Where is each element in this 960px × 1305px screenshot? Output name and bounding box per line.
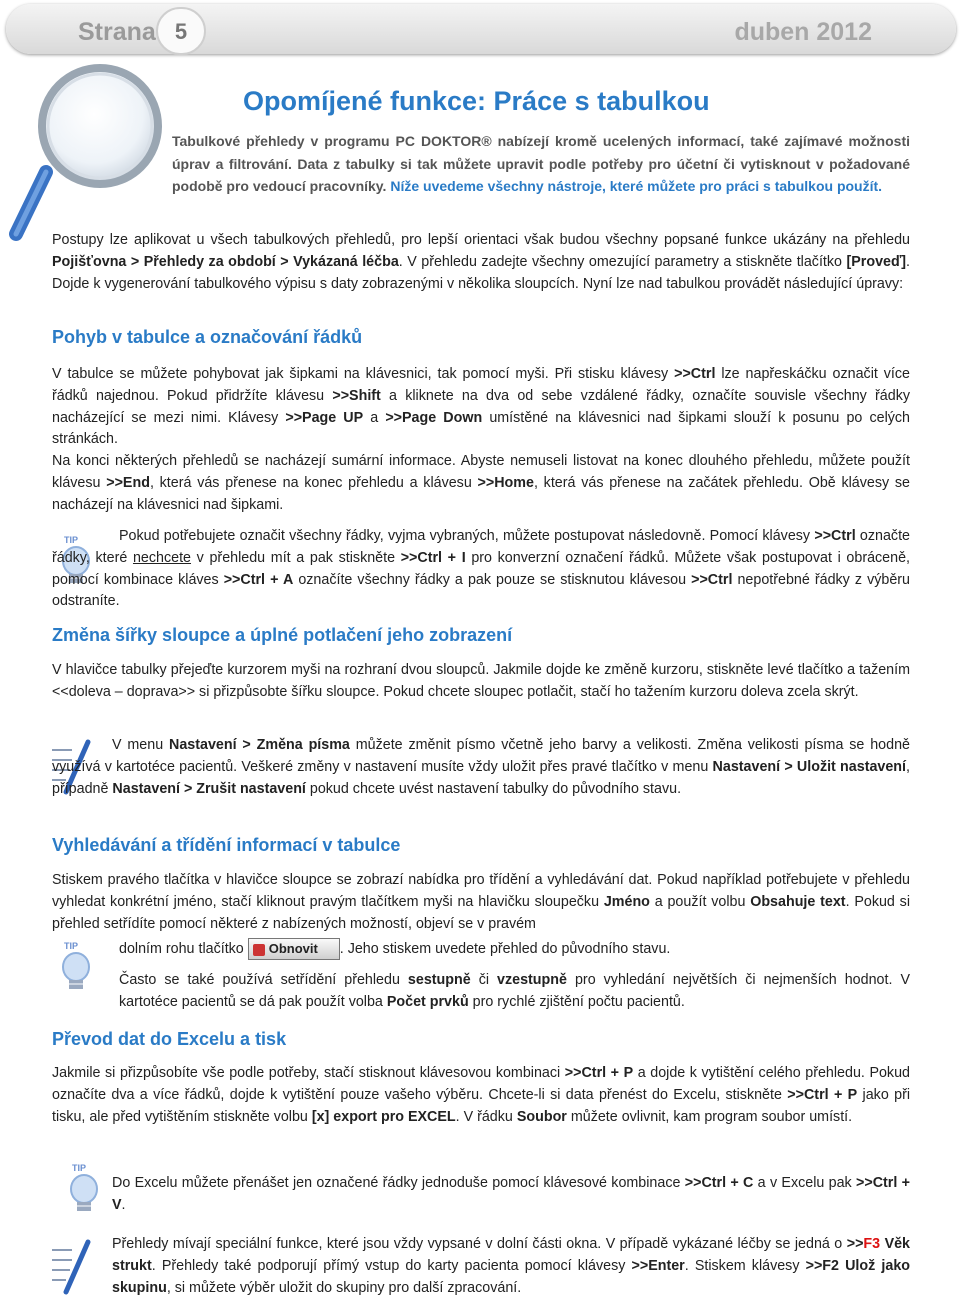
svg-text:TIP: TIP (72, 1163, 87, 1173)
note-pen-icon (48, 1238, 98, 1296)
excel-print-paragraph: Jakmile si přizpůsobíte vše podle potřeby, stačí stisknout klávesovou kombinaci >>Ctrl + P a dojde k vytištění celého přehledu. Pokud označíte dva a více řádků, dojde k vytištění pouze vašeho výběru. Chcete-li si data přenést do Excelu, stiskněte >>Ctrl + P jako při tisku, ale před vytištěním stiskněte volbu [x] export pro EXCEL. V řádku Soubor můžete ovlivnit, kam program soubor umístí. (52, 1065, 911, 1125)
tip-lightbulb-icon (64, 1162, 108, 1220)
tip-refresh: dolním rohu tlačítko Obnovit . Jeho stiskem uvedete přehled do původního stavu. (119, 938, 910, 961)
magnifier-icon (8, 64, 183, 254)
search-sort-paragraph: Stiskem pravého tlačítka v hlavičce sloupce se zobrazí nabídka pro třídění a vyhledávání dat. Pokud například potřebujete v přehledu vyhledat konkrétní jméno, stačí kliknout pravým tlačítkem myši na hlavičku sloupečku Jméno a použít volbu Obsahuje text. Pokud si přehled setřídíte pomocí některé z nabízených možností, objeví se v pravém (52, 872, 911, 932)
tip-sort-order: Často se také používá setřídění přehledu sestupně či vzestupně pro vyhledání největších či nejmenších hodnot. V kartotéce pacientů se dá pak použít volba Počet prvků pro rychlé zjištění počtu pacientů. (119, 972, 910, 1010)
header-label: Strana (78, 18, 156, 46)
heading-search-sort: Vyhledávání a třídění informací v tabulce (52, 835, 401, 855)
svg-text:TIP: TIP (64, 535, 79, 545)
overview-paragraph: Postupy lze aplikovat u všech tabulkových přehledů, pro lepší orientaci však budou všechny popsané funkce ukázány na přehledu Pojišťovna > Přehledy za období > Vykázaná léčba. V přehledu zadejte všechny omezující parametry a stiskněte tlačítko [Proveď]. Dojde k vygenerování tabulkového výpisu s daty zobrazenými v několika sloupcích. Nyní lze nad tabulkou provádět následující úpravy: (52, 232, 911, 292)
summary-paragraph: Na konci některých přehledů se nacházejí sumární informace. Abyste nemuseli listovat na konec dlouhého přehledu, můžete použít klávesu >>End, která vás přenese na konec přehledu a klávesu >>Home, která vás přenese na začátek přehledu. Obě klávesy se nacházejí na klávesnici nad šipkami. (52, 453, 910, 513)
header-date: duben 2012 (734, 18, 872, 46)
note-font-settings: V menu Nastavení > Změna písma můžete změnit písmo včetně jeho barvy a velikosti. Změna velikosti písma se hodně využívá v kartotéce pacientů. Veškeré změny v nastavení musíte vždy uložit přes pravé tlačítko v menu Nastavení > Uložit nastavení, případně Nastavení > Zrušit nastavení pokud chcete uvést nastavení tabulky do původního stavu. (52, 737, 910, 797)
svg-text:TIP: TIP (64, 941, 79, 951)
heading-navigation: Pohyb v tabulce a označování řádků (52, 327, 363, 347)
tip-select-rows: Pokud potřebujete označit všechny řádky, vyjma vybraných, můžete postupovat následovně. Pomocí klávesy >>Ctrl označte řádky, které nechcete v přehledu mít a pak stiskněte >>Ctrl + I pro konverzní označení řádků. Můžete však postupovat i obráceně, pomocí kombinace kláves >>Ctrl + A označíte všechny řádky a pak pouze se stisknutou klávesou >>Ctrl nepotřebné řádky z výběru odstraníte. (52, 528, 911, 610)
page-title: Opomíjené funkce: Práce s tabulkou (243, 86, 710, 116)
heading-excel-print: Převod dat do Excelu a tisk (52, 1029, 287, 1049)
refresh-button[interactable]: Obnovit (248, 938, 340, 960)
heading-column-width: Změna šířky sloupce a úplné potlačení jeho zobrazení (52, 625, 513, 645)
intro-paragraph: Tabulkové přehledy v programu PC DOKTOR® nabízejí kromě ucelených informací, také zajímavé možnosti úprav a filtrování. Data z tabulky si tak můžete upravit podle potřeby pro účetní či vytisknout v požadované podobě pro vedoucí pracovníky. Níže uvedeme všechny nástroje, které můžete pro práci s tabulkou použít. (172, 133, 910, 194)
column-width-paragraph: V hlavičce tabulky přejeďte kurzorem myši na rozhraní dvou sloupců. Jakmile dojde ke změně kurzoru, stiskněte levé tlačítko a tažením <<doleva – doprava>> si přizpůsobte šířku sloupce. Pokud chcete sloupec potlačit, stačí ho tažením kurzoru doleva zcela skrýt. (52, 662, 910, 700)
note-special-functions: Přehledy mívají speciální funkce, které jsou vždy vypsané v dolní části okna. V případě vykázané léčby se jedná o >>F3 Věk strukt. Přehledy také podporují přímý vstup do karty pacienta pomocí klávesy >>Enter. Stiskem klávesy >>F2 Ulož jako skupinu, si můžete výběr uložit do skupiny pro další zpracování. (112, 1236, 911, 1296)
refresh-icon (253, 944, 265, 956)
tip-excel-copy: Do Excelu můžete přenášet jen označené řádky jednoduše pomocí klávesové kombinace >>Ctrl + C a v Excelu pak >>Ctrl + V. (112, 1175, 910, 1213)
tip-lightbulb-icon (56, 940, 100, 998)
navigation-paragraph: V tabulce se můžete pohybovat jak šipkami na klávesnici, tak pomocí myši. Při stisku klávesy >>Ctrl lze napřeskáčku označit více řádků najednou. Pokud přidržíte klávesu >>Shift a kliknete na dva od sebe vzdálené řádky, označíte souvisle všechny řádky nacházející se mezi nimi. Klávesy >>Page UP a >>Page Down umístěné na klávesnici nad šipkami slouží k posunu po celých stránkách. (52, 366, 911, 448)
page-header (6, 4, 956, 54)
page-number: 5 (156, 7, 206, 55)
